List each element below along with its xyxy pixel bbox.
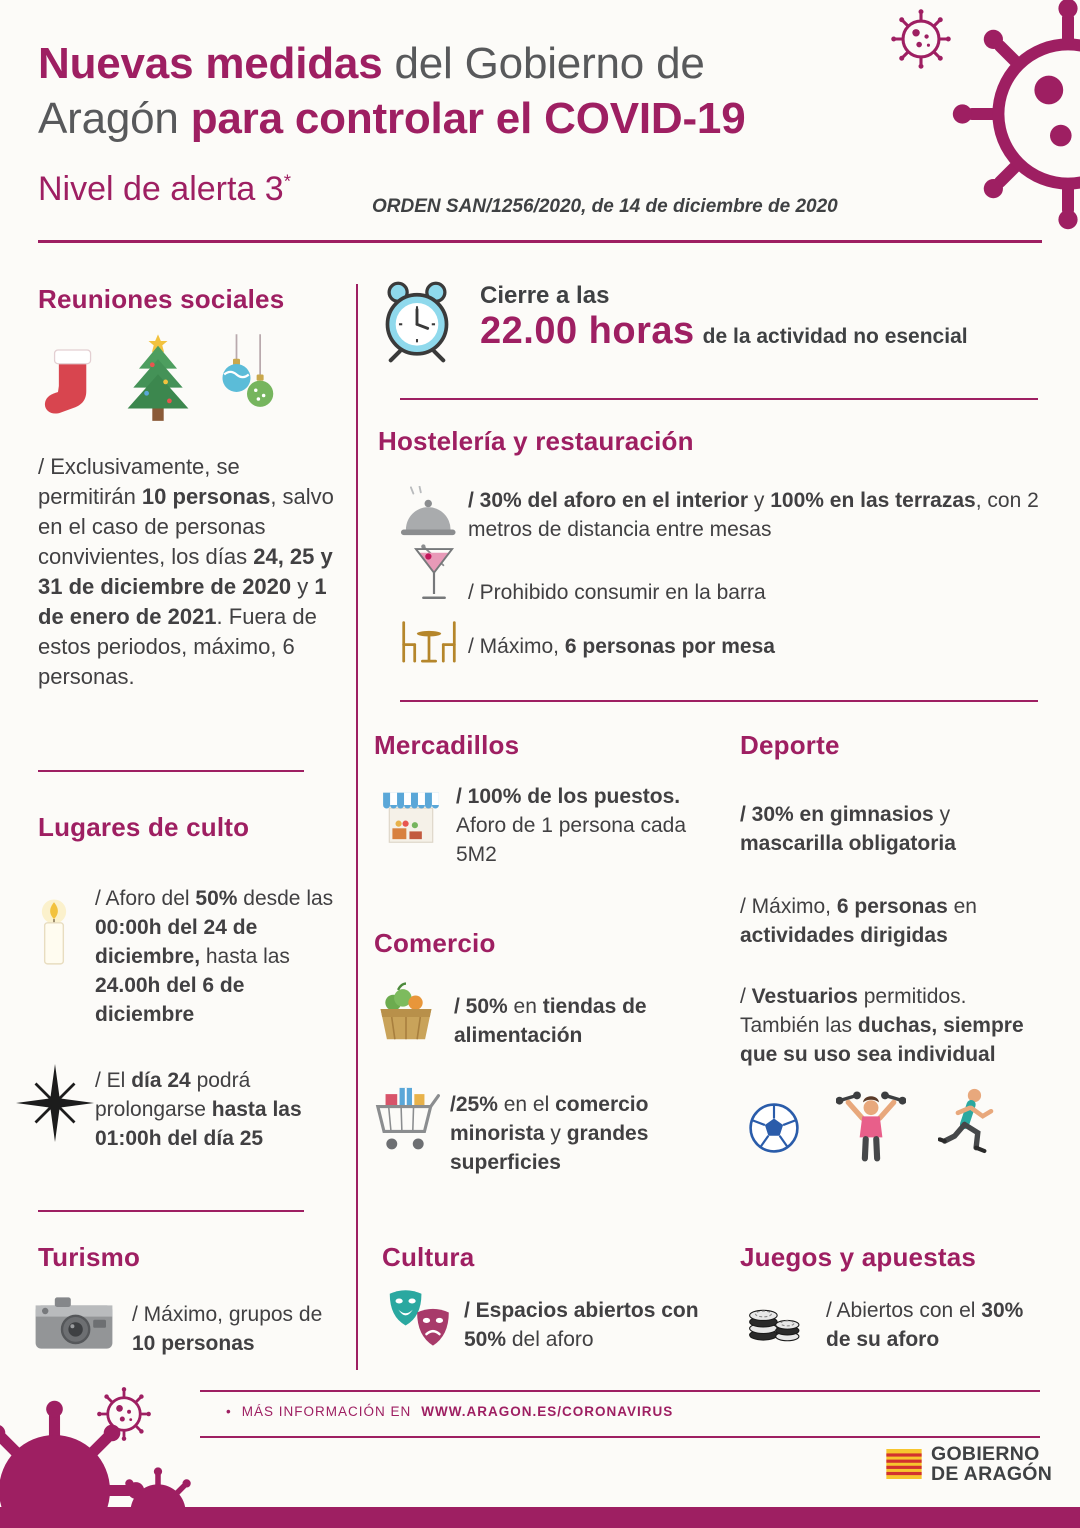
closure-intro: Cierre a las [480,282,610,309]
closure-divider [400,398,1038,400]
footer-info-url[interactable]: WWW.ARAGON.ES/CORONAVIRUS [421,1404,674,1419]
virus-icon [948,0,1080,234]
section-heading-cultura: Cultura [382,1242,475,1272]
order-reference: ORDEN SAN/1256/2020, de 14 de diciembre de 2020 [372,196,838,217]
weightlifter-icon [836,1088,906,1164]
candle-icon [26,896,82,972]
section-heading-reuniones: Reuniones sociales [38,284,285,314]
hosteleria-divider [400,700,1038,702]
soccer-ball-icon [748,1102,800,1154]
footer-divider-top [200,1390,1040,1392]
comercio-item-1: / 50% en tiendas de alimentación [454,995,647,1047]
star-icon [16,1064,94,1142]
page-title [38,36,938,146]
footer-info [226,1404,673,1419]
christmas-tree-icon [120,330,196,430]
government-name [931,1444,1052,1484]
section-heading-comercio: Comercio [374,928,496,958]
cultura-body: / Espacios abiertos con 50% del aforo [464,1299,699,1351]
reuniones-body: / Exclusivamente, se permitirán 10 personas, salvo en el caso de personas convivientes, los días 24, 25 y 31 de diciembre de 2020 y 1 de enero de 2021. Fuera de estos periodos, máximo, 6 personas. [38,454,334,689]
alarm-clock-icon [376,278,458,364]
poker-chips-icon [746,1290,804,1348]
deporte-item-2: / Máximo, 6 personas en actividades dirigidas [740,895,977,947]
section-heading-deporte: Deporte [740,730,840,760]
mercadillos-body: / 100% de los puestos. Aforo de 1 persona cada 5M2 [456,785,686,866]
deporte-item-1: / 30% en gimnasios y mascarilla obligatoria [740,803,956,855]
page-title-line2: Aragón para controlar el COVID-19 [38,94,746,143]
hosteleria-item-1: / 30% del aforo en el interior y 100% en las terrazas, con 2 metros de distancia entre mesas [468,489,1039,541]
bottom-bar [0,1507,1080,1528]
ornaments-icon [212,332,282,424]
closure-line [480,310,968,353]
cloche-icon [396,486,458,542]
theater-masks-icon [384,1286,456,1352]
juegos-body: / Abiertos con el 30% de su aforo [826,1299,1024,1351]
culto-item-2: / El día 24 podrá prolongarse hasta las 01:00h del día 25 [95,1069,302,1150]
table-chairs-icon [396,618,462,668]
cocktail-icon [412,544,456,604]
camera-icon [34,1294,114,1352]
footer-bullet: • [226,1404,232,1419]
deporte-item-3: / Vestuarios permitidos. También las duchas, siempre que su uso sea individual [740,985,1024,1066]
hosteleria-item-3: / Máximo, 6 personas por mesa [468,635,775,658]
closure-banner [480,282,968,353]
alert-level: Nivel de alerta 3* [38,170,291,208]
government-name-line2: DE ARAGÓN [931,1463,1053,1485]
left-divider-1 [38,770,304,772]
section-heading-juegos: Juegos y apuestas [740,1242,977,1272]
hosteleria-item-2: / Prohibido consumir en la barra [468,581,766,604]
grocery-basket-icon [374,982,438,1044]
section-heading-mercadillos: Mercadillos [374,730,520,760]
culto-item-1: / Aforo del 50% desde las 00:00h del 24 de diciembre, hasta las 24.00h del 6 de diciembre [95,887,334,1026]
header-divider [38,240,1042,243]
closure-detail: de la actividad no esencial [702,325,968,348]
section-heading-turismo: Turismo [38,1242,141,1272]
footer-divider-bottom [200,1436,1040,1438]
vertical-divider [356,284,358,1370]
section-heading-hosteleria: Hostelería y restauración [378,426,694,456]
footer-info-label: MÁS INFORMACIÓN EN [241,1404,412,1419]
government-name-line1: GOBIERNO [931,1443,1040,1465]
runner-icon [938,1086,996,1158]
shopping-cart-icon [370,1080,440,1158]
left-divider-2 [38,1210,304,1212]
government-logo [886,1444,1052,1484]
page-title-line1: Nuevas medidas del Gobierno de [38,39,705,88]
christmas-stocking-icon [40,338,100,434]
comercio-item-2: /25% en el comercio minorista y grandes superficies [450,1093,649,1174]
turismo-body: / Máximo, grupos de 10 personas [132,1303,323,1355]
aragon-flag-icon [886,1449,922,1479]
section-heading-culto: Lugares de culto [38,812,250,842]
market-stall-icon [380,788,442,850]
closure-time: 22.00 horas [480,310,695,352]
